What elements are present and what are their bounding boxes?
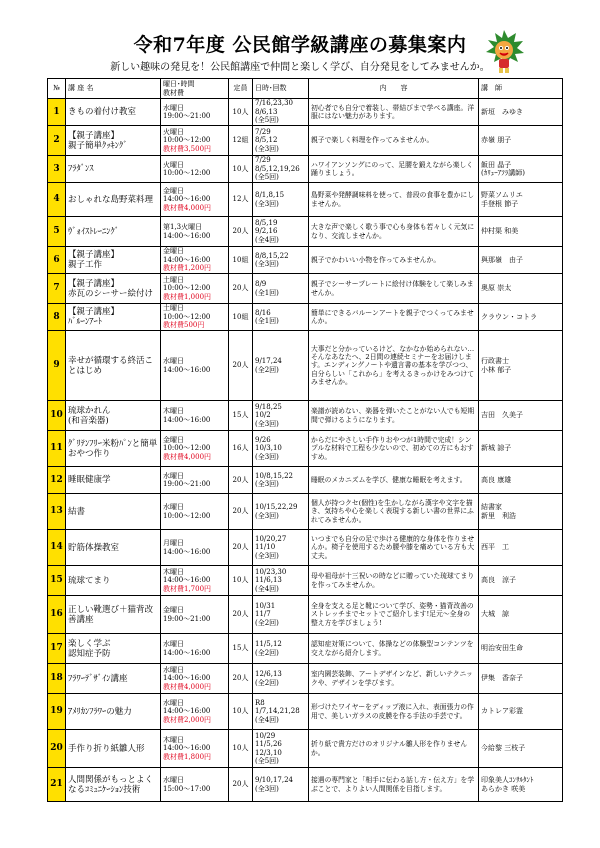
date-line: (全3回) [255, 452, 279, 461]
course-name: 幸せが循環する終活ことはじめ [66, 331, 161, 401]
date-line: (全3回) [255, 784, 279, 793]
capacity: 10組 [229, 247, 253, 274]
table-row [48, 730, 563, 768]
header-name: 講 座 名 [66, 79, 161, 99]
date-line: 7/16,23,30 [255, 99, 293, 108]
table-row [48, 634, 563, 664]
capacity: 12組 [229, 126, 253, 156]
row-number: 21 [48, 768, 66, 802]
material-fee: 教材費4,000円 [163, 452, 212, 461]
schedule-line: 10:00～12:00 [163, 169, 211, 177]
page-subtitle: 新しい趣味の発見を！公民館講座で仲間と楽しく学び、自分発見をしてみませんか。 [110, 62, 490, 73]
row-number: 11 [48, 431, 66, 467]
row-number: 18 [48, 664, 66, 694]
date-line: 12/6,13 [255, 670, 282, 679]
dates-cell [253, 530, 309, 566]
instructor: 與那嶺 由子 [479, 247, 563, 274]
date-line: 8/16 [255, 308, 271, 317]
capacity: 20人 [229, 467, 253, 494]
schedule-cell [161, 99, 229, 126]
material-fee: 教材費3,500円 [163, 144, 212, 153]
table-row [48, 401, 563, 431]
course-name: 【親子講座】 ﾊﾞﾙｰﾝｱｰﾄ [66, 304, 161, 331]
course-content: 親子でかわいい小物を作ってみませんか。 [309, 247, 479, 274]
capacity: 20人 [229, 596, 253, 634]
course-content: 楽譜が読めない、楽器を弾いたことがない人でも短期間で弾けるようになります。 [309, 401, 479, 431]
schedule-cell [161, 768, 229, 802]
schedule-line: 15:00～17:00 [163, 784, 211, 793]
schedule-cell [161, 596, 229, 634]
date-line: (全4回) [255, 584, 279, 593]
date-line: 9/10,17,24 [255, 776, 293, 785]
course-name: 【親子講座】 親子簡単ｸｯｷﾝｸﾞ [66, 126, 161, 156]
table-row [48, 596, 563, 634]
row-number: 4 [48, 183, 66, 217]
date-line: (全2回) [255, 618, 279, 627]
date-line: 10/8,15,22 [255, 471, 293, 480]
date-line: 9/26 [255, 435, 271, 444]
course-name: おしゃれな島野菜料理 [66, 183, 161, 217]
dates-cell [253, 331, 309, 401]
schedule-line: 10:00～12:00 [163, 284, 211, 293]
schedule-line: 14:00～16:00 [163, 648, 211, 657]
date-line: 8/5,12 [255, 136, 278, 145]
schedule-cell [161, 566, 229, 596]
schedule-line: 14:00～16:00 [163, 547, 211, 556]
material-fee: 教材費500円 [163, 321, 205, 330]
material-fee: 教材費4,000円 [163, 682, 212, 691]
course-content: からだにやさしい手作りおやつが1時間で完成！シンプルな材料で工程も少ないので、初めての方にもおすすめ。 [309, 431, 479, 467]
schedule-line: 19:00～21:00 [163, 480, 211, 488]
dates-cell [253, 730, 309, 768]
course-content: 睡眠のメカニズムを学び、健康な睡眠を考えます。 [309, 467, 479, 494]
schedule-line: 10:00～12:00 [163, 444, 211, 453]
row-number: 5 [48, 217, 66, 247]
dates-cell [253, 126, 309, 156]
schedule-cell [161, 694, 229, 730]
schedule-line: 火曜日 [163, 127, 184, 136]
header-schedule: 曜日･時間 教材費 [161, 79, 229, 99]
date-line: (全2回) [255, 648, 279, 657]
schedule-line: 10:00～12:00 [163, 136, 211, 145]
table-row [48, 126, 563, 156]
dates-cell [253, 247, 309, 274]
schedule-line: 火曜日 [163, 160, 184, 169]
course-name: 手作り折り紙雛人形 [66, 730, 161, 768]
schedule-line: 14:00～16:00 [163, 365, 211, 374]
date-line: (全3回) [255, 419, 279, 428]
capacity: 20人 [229, 768, 253, 802]
dates-cell [253, 467, 309, 494]
schedule-cell [161, 126, 229, 156]
schedule-line: 14:00～16:00 [163, 231, 211, 240]
row-number: 15 [48, 566, 66, 596]
capacity: 10人 [229, 730, 253, 768]
header-capacity: 定員 [229, 79, 253, 99]
instructor: 新垣 みゆき [479, 99, 563, 126]
date-line: 7/29 [255, 156, 271, 165]
schedule-cell [161, 530, 229, 566]
schedule-line: 水曜日 [163, 640, 184, 649]
course-name: 貯筋体操教室 [66, 530, 161, 566]
schedule-line: 水曜日 [163, 665, 184, 674]
table-row [48, 99, 563, 126]
date-line: 8/5,19 [255, 218, 278, 227]
instructor: クラウン・コトラ [479, 304, 563, 331]
dates-cell [253, 634, 309, 664]
capacity: 20人 [229, 331, 253, 401]
schedule-line: 14:00～16:00 [163, 255, 211, 264]
row-number: 12 [48, 467, 66, 494]
dates-cell [253, 183, 309, 217]
schedule-line: 水曜日 [163, 471, 184, 480]
date-line: 11/10 [255, 543, 276, 552]
capacity: 20人 [229, 217, 253, 247]
course-name: きもの着付け教室 [66, 99, 161, 126]
schedule-cell [161, 494, 229, 530]
course-name: 睡眠健康学 [66, 467, 161, 494]
row-number: 10 [48, 401, 66, 431]
capacity: 15人 [229, 634, 253, 664]
schedule-line: 木曜日 [163, 735, 184, 744]
schedule-line: 14:00～16:00 [163, 674, 211, 683]
course-content: 接遇の専門家と「相手に伝わる話し方・伝え方」を学ぶことで、よりよい人間関係を目指します。 [309, 768, 479, 802]
date-line: 11/7 [255, 610, 271, 619]
header-dates: 日時･回数 [253, 79, 309, 99]
row-number: 19 [48, 694, 66, 730]
capacity: 12人 [229, 183, 253, 217]
row-number: 3 [48, 156, 66, 183]
schedule-cell [161, 247, 229, 274]
date-line: 10/31 [255, 601, 276, 610]
date-line: (全5回) [255, 756, 279, 765]
date-line: (全3回) [255, 199, 279, 208]
dates-cell [253, 99, 309, 126]
course-name: ｱﾒﾘｶﾝﾌﾗﾜｰの魅力 [66, 694, 161, 730]
dates-cell [253, 664, 309, 694]
course-content: 親子で楽しく料理を作ってみませんか。 [309, 126, 479, 156]
schedule-line: 水曜日 [163, 103, 184, 112]
course-name: 正しい靴選び＋猫背改善講座 [66, 596, 161, 634]
capacity: 20人 [229, 664, 253, 694]
table-row [48, 274, 563, 304]
date-line: 8/1,8,15 [255, 191, 285, 200]
schedule-cell [161, 634, 229, 664]
schedule-line: 土曜日 [163, 275, 184, 284]
date-line: 8/5,12,19,26 [255, 164, 300, 173]
row-number: 16 [48, 596, 66, 634]
date-line: 10/15,22,29 [255, 503, 298, 512]
page-title: 令和7年度 公民館学級講座の募集案内 [133, 34, 467, 56]
dates-cell [253, 596, 309, 634]
dates-cell [253, 431, 309, 467]
material-fee: 教材費2,000円 [163, 715, 212, 724]
course-content: 全身を支える足と靴について学び、姿勢・猫背改善のストレッチまでセットでご紹介します!足元～全身の整え方を学びましょう! [309, 596, 479, 634]
date-line: 9/18,25 [255, 402, 282, 411]
capacity: 15人 [229, 401, 253, 431]
schedule-line: 金曜日 [163, 247, 184, 256]
date-line: 12/3,10 [255, 748, 282, 757]
table-row [48, 467, 563, 494]
date-line: (全1回) [255, 288, 279, 297]
table-row [48, 694, 563, 730]
course-content: 個人が持つクセ(個性)を生かしながら漢字や文字を描き、気持ちや心を楽しく表現する新しい書の世界にふれてみませんか。 [309, 494, 479, 530]
instructor: 奥原 崇太 [479, 274, 563, 304]
schedule-line: 木曜日 [163, 567, 184, 576]
row-number: 8 [48, 304, 66, 331]
course-table [47, 78, 563, 802]
course-name: ｳﾞｫｲｽﾄﾚｰﾆﾝｸﾞ [66, 217, 161, 247]
schedule-line: 水曜日 [163, 503, 184, 512]
date-line: 8/6,13 [255, 107, 278, 116]
course-content: 簡単にできるバルーンアートを親子でつくってみませんか。 [309, 304, 479, 331]
date-line: 9/17,24 [255, 357, 282, 366]
material-fee: 教材費1,000円 [163, 292, 212, 301]
date-line: (全5回) [255, 116, 279, 125]
schedule-line: 14:00～16:00 [163, 415, 211, 424]
course-content: 認知症対策について、体操などの体験型コンテンツを交えながら紹介します。 [309, 634, 479, 664]
course-name: ﾌﾗﾀﾞﾝｽ [66, 156, 161, 183]
date-line: 8/8,15,22 [255, 251, 289, 260]
schedule-line: 金曜日 [163, 606, 184, 615]
dates-cell [253, 156, 309, 183]
capacity: 10人 [229, 156, 253, 183]
course-name: 【親子講座】 親子工作 [66, 247, 161, 274]
course-name: ﾌﾗﾜｰﾃﾞｻﾞｲﾝ講座 [66, 664, 161, 694]
row-number: 9 [48, 331, 66, 401]
date-line: (全1回) [255, 317, 279, 325]
course-content: ハワイアンソングにのって、足腰を鍛えながら楽しく踊りましょう。 [309, 156, 479, 183]
schedule-line: 19:00～21:00 [163, 614, 211, 623]
table-row [48, 566, 563, 596]
date-line: 11/5,12 [255, 640, 282, 649]
schedule-cell [161, 467, 229, 494]
dates-cell [253, 274, 309, 304]
schedule-line: 水曜日 [163, 698, 184, 707]
dates-cell [253, 694, 309, 730]
material-fee: 教材費1,700円 [163, 584, 212, 593]
schedule-cell [161, 183, 229, 217]
capacity: 10人 [229, 99, 253, 126]
date-line: (全4回) [255, 715, 279, 724]
course-name: 琉球てまり [66, 566, 161, 596]
course-content: 島野菜や発酵調味料を使って、普段の食事を豊かにしませんか。 [309, 183, 479, 217]
row-number: 14 [48, 530, 66, 566]
schedule-cell [161, 730, 229, 768]
instructor: 新城 諒子 [479, 431, 563, 467]
course-content: 形づけたワイヤーをディップ液に入れ、表面張力の作用で、美しいガラスの皮膜を作る手法の手芸です。 [309, 694, 479, 730]
schedule-line: 10:00～12:00 [163, 312, 211, 321]
date-line: (全4回) [255, 235, 279, 244]
instructor: 飯田 晶子 (ｶﾘｭｰｱﾌﾗ講師) [479, 156, 563, 183]
schedule-line: 金曜日 [163, 186, 184, 195]
date-line: 10/23,30 [255, 567, 287, 576]
course-content: 親子でシーサープレートに絵付け体験をして楽しみませんか。 [309, 274, 479, 304]
date-line: (全2回) [255, 678, 279, 687]
table-row [48, 217, 563, 247]
schedule-line: 水曜日 [163, 357, 184, 366]
material-fee: 教材費4,000円 [163, 203, 212, 212]
date-line: (全5回) [255, 173, 279, 182]
schedule-cell [161, 664, 229, 694]
date-line: (全3回) [255, 551, 279, 560]
capacity: 16人 [229, 431, 253, 467]
course-content: 室内園芸装飾、アートデザインなど、新しいテクニックや、デザインを学びます。 [309, 664, 479, 694]
material-fee: 教材費1,200円 [163, 264, 212, 273]
table-row [48, 530, 563, 566]
instructor: 西平 工 [479, 530, 563, 566]
instructor: 赤嶺 朋子 [479, 126, 563, 156]
dates-cell [253, 217, 309, 247]
instructor: 野菜ソムリエ 手登根 節子 [479, 183, 563, 217]
course-content: 大事だと分かっているけど、なかなか始められない…そんなあなたへ、2日間の連続セミナーをお届けします。エンディングノートや遺言書の基本を学びつつ、自分らしい「これから」を考えるきっかけをみつけてみませんか。 [309, 331, 479, 401]
dates-cell [253, 566, 309, 596]
instructor: 今給黎 三枝子 [479, 730, 563, 768]
capacity: 10人 [229, 694, 253, 730]
row-number: 20 [48, 730, 66, 768]
row-number: 7 [48, 274, 66, 304]
table-row [48, 331, 563, 401]
dates-cell [253, 304, 309, 331]
schedule-line: 土曜日 [163, 304, 184, 313]
capacity: 20人 [229, 530, 253, 566]
date-line: (全3回) [255, 260, 279, 268]
instructor: 吉田 久美子 [479, 401, 563, 431]
schedule-cell [161, 156, 229, 183]
table-row [48, 664, 563, 694]
dates-cell [253, 494, 309, 530]
course-name: 【親子講座】 赤瓦のシーサー絵付け [66, 274, 161, 304]
course-name: 琉球かれん (和音楽器) [66, 401, 161, 431]
row-number: 6 [48, 247, 66, 274]
schedule-line: 木曜日 [163, 407, 184, 416]
header-content: 内 容 [309, 79, 479, 99]
instructor: 明治安田生命 [479, 634, 563, 664]
schedule-line: 金曜日 [163, 435, 184, 444]
schedule-line: 月曜日 [163, 539, 184, 548]
schedule-cell [161, 274, 229, 304]
instructor: 仲村渠 和美 [479, 217, 563, 247]
date-line: 10/2 [255, 411, 271, 420]
dates-cell [253, 768, 309, 802]
date-line: 8/9 [255, 280, 267, 289]
date-line: 7/29 [255, 127, 271, 136]
instructor: 伊集 香奈子 [479, 664, 563, 694]
instructor: 大城 諒 [479, 596, 563, 634]
capacity: 10人 [229, 566, 253, 596]
course-name: ｸﾞﾘﾃﾝﾌﾘｰ米粉ﾊﾟﾝと簡単おやつ作り [66, 431, 161, 467]
row-number: 1 [48, 99, 66, 126]
schedule-line: 14:00～16:00 [163, 195, 211, 204]
row-number: 13 [48, 494, 66, 530]
mascot-icon [482, 28, 526, 74]
capacity: 20人 [229, 274, 253, 304]
course-content: 折り紙で貴方だけのオリジナル雛人形を作りませんか。 [309, 730, 479, 768]
date-line: (全3回) [255, 144, 279, 153]
course-content: 大きな声で楽しく歌う事で心も身体も若々しく元気になり、交流しませんか。 [309, 217, 479, 247]
date-line: R8 [255, 698, 265, 707]
instructor: 結書家 新里 利浩 [479, 494, 563, 530]
instructor: 行政書士 小林 郁子 [479, 331, 563, 401]
capacity: 20人 [229, 494, 253, 530]
date-line: 9/2,16 [255, 227, 278, 236]
table-header-row [48, 79, 563, 99]
course-content: 母や祖母が十三祝いの時などに贈っていた琉球てまりを作ってみませんか。 [309, 566, 479, 596]
dates-cell [253, 401, 309, 431]
header-no: № [48, 79, 66, 99]
course-content: いつまでも自分の足で歩ける健康的な身体を作りませんか。椅子を使用するため腰や膝を痛めている方も大丈夫。 [309, 530, 479, 566]
row-number: 2 [48, 126, 66, 156]
date-line: 10/20,27 [255, 534, 287, 543]
row-number: 17 [48, 634, 66, 664]
date-line: 1/7,14,21,28 [255, 707, 300, 716]
table-row [48, 431, 563, 467]
date-line: 10/29 [255, 731, 276, 740]
date-line: 10/3,10 [255, 444, 282, 453]
course-name: 人間関係がもっとよくなるｺﾐｭﾆｹｰｼｮﾝ技術 [66, 768, 161, 802]
schedule-line: 10:00～12:00 [163, 511, 211, 520]
instructor: 高良 涼子 [479, 566, 563, 596]
schedule-cell [161, 401, 229, 431]
schedule-line: 14:00～16:00 [163, 576, 211, 585]
instructor: カトレア彩霊 [479, 694, 563, 730]
schedule-line: 19:00～21:00 [163, 112, 211, 120]
schedule-line: 14:00～16:00 [163, 707, 211, 716]
date-line: (全2回) [255, 365, 279, 374]
material-fee: 教材費1,800円 [163, 752, 212, 761]
schedule-line: 水曜日 [163, 776, 184, 785]
table-row [48, 247, 563, 274]
schedule-cell [161, 331, 229, 401]
table-row [48, 304, 563, 331]
schedule-cell [161, 304, 229, 331]
date-line: (全3回) [255, 511, 279, 520]
date-line: 11/6,13 [255, 576, 282, 585]
course-name: 楽しく学ぶ 認知症予防 [66, 634, 161, 664]
capacity: 10組 [229, 304, 253, 331]
header-instructor: 講 師 [479, 79, 563, 99]
course-content: 初心者でも自分で着装し、帯結びまで学べる講座。洋服にはない魅力があります。 [309, 99, 479, 126]
instructor: 高良 康雄 [479, 467, 563, 494]
schedule-cell [161, 217, 229, 247]
table-row [48, 156, 563, 183]
table-row [48, 494, 563, 530]
table-row [48, 183, 563, 217]
schedule-line: 第1,3火曜日 [163, 223, 203, 232]
date-line: (全3回) [255, 480, 279, 488]
date-line: 11/5,26 [255, 740, 282, 749]
instructor: 印象美人ｺﾝｻﾙﾀﾝﾄ あらかき 咲美 [479, 768, 563, 802]
schedule-cell [161, 431, 229, 467]
schedule-line: 14:00～16:00 [163, 744, 211, 753]
table-row [48, 768, 563, 802]
course-name: 結書 [66, 494, 161, 530]
